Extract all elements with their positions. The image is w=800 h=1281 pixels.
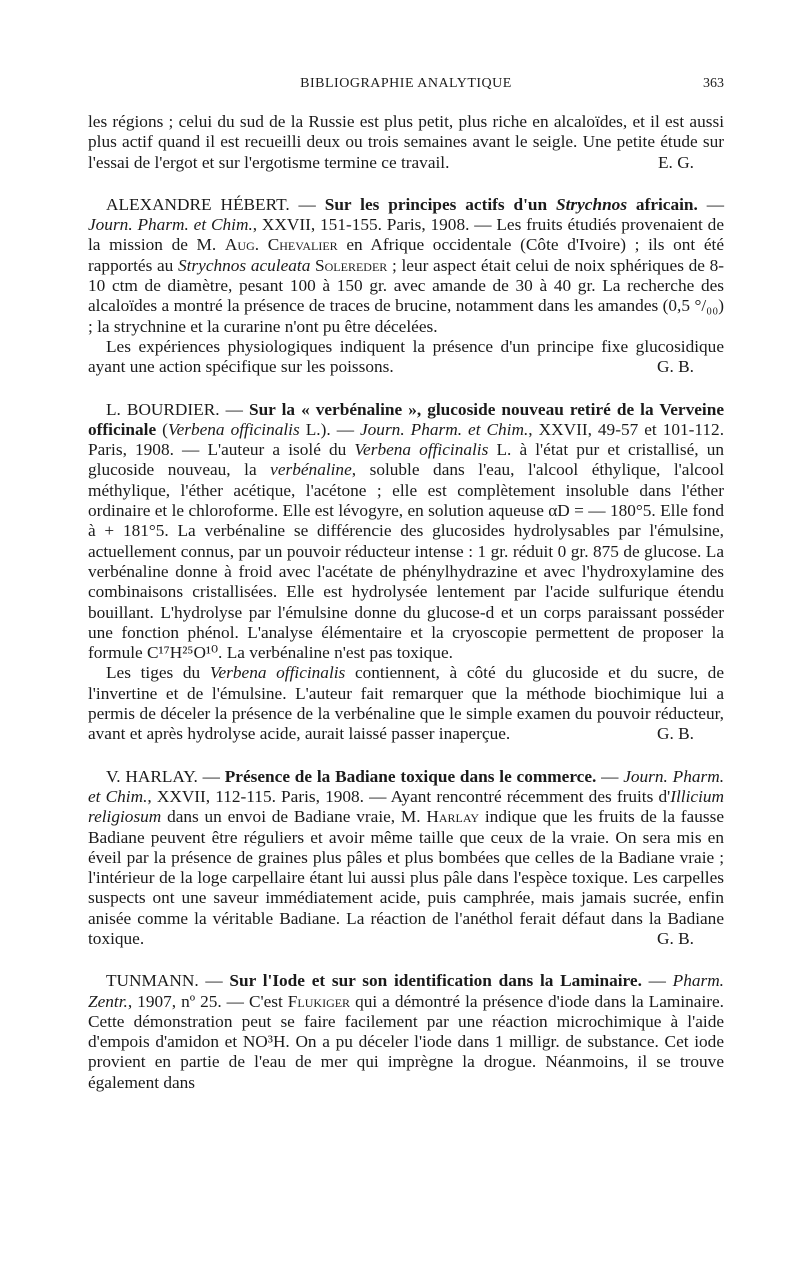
entry-author: ALEXANDRE HÉBERT. [106,194,290,214]
paragraph-hebert-physiology: Les expériences physiologiques indiquent la présence d'un principe fixe glucosidique ayant une action spécifique sur les poissons. G. B. [88,336,724,377]
entry-author: V. HARLAY. [106,766,198,786]
author-initials: G. B. [657,724,694,744]
entry-title: Présence de la Badiane toxique dans le commerce. [224,766,597,786]
entry-title: Sur l'Iode et sur son identification dans la Laminaire. [229,971,642,991]
page-header [88,76,724,98]
author-initials: G. B. [657,928,694,948]
journal-name: Pharm. Zentr. [88,971,725,1011]
author-initials: G. B. [657,357,694,377]
chemical-formula: C¹⁷H²⁵O¹⁰ [147,643,219,663]
entry-hebert: ALEXANDRE HÉBERT. — Sur les principes actifs d'un Strychnos africain. — Journ. Pharm. et Chim., XXVII, 151-155. Paris, 1908. — Les fruits étudiés provenaient de la mission de M. Aug. Chevalier en Afrique occidentale (Côte d'Ivoire) ; ils ont été rapportés au Strychnos aculeata Solereder ; leur aspect était celui de noix sphériques de 8-10 ctm de diamètre, pesant 100 à 150 gr. avec amande de 30 à 40 gr. La recherche des alcaloïdes a montré la présence de traces de brucine, notamment dans les amandes (0,5 °/₀₀) ; la strychnine et la curarine n'ont pu être décelées. [88,194,725,336]
journal-name: Journ. Pharm. et Chim. [88,766,725,806]
entry-tunmann: TUNMANN. — Sur l'Iode et sur son identification dans la Laminaire. — Pharm. Zentr., 1907, nº 25. — C'est Flukiger qui a démontré la présence d'iode dans la Laminaire. Cette démonstration peut se faire facilement par une réaction microchimique à l'aide d'empois d'amidon et NO³H. On a pu déceler l'iode dans 1 milligr. de substance. Cet iode provient en partie de l'eau de mer qui imprègne la drogue. Néanmoins, il se trouve également dans [88,971,725,1092]
entry-author: L. BOURDIER. [106,399,220,419]
entry-harlay: V. HARLAY. — Présence de la Badiane toxique dans le commerce. — Journ. Pharm. et Chim., XXVII, 112-115. Paris, 1908. — Ayant rencontré récemment des fruits d'Illicium religiosum dans un envoi de Badiane vraie, M. Harlay indique que les fruits de la fausse Badiane peuvent être réguliers et avoir même taille que ceux de la vraie. On sera mis en éveil par la présence de graines plus pâles et plus bombées que celles de la Badiane vraie ; l'intérieur de la loge carpellaire étant lui aussi plus pâle dans l'espèce toxique. Les carpelles suspects ont une saveur immédiatement acide, puis camphrée, mais jamais sucrée, enfin anisée comme la véritable Badiane. La réaction de l'anéthol ferait défaut dans la Badiane toxique. G. B. [88,766,725,948]
entry-title: Sur la « verbénaline », glucoside nouveau retiré de la Verveine officinale [88,399,724,439]
paragraph-ergot-end: les régions ; celui du sud de la Russie est plus petit, plus riche en alcaloïdes, et il est aussi plus actif quand il est recueilli deux ou trois semaines avant le seigle. Une petite étude sur l'essai de l'ergot et sur l'ergotisme termine ce travail. E. G. [88,112,724,172]
page-number: 363 [703,76,724,91]
journal-name: Journ. Pharm. et Chim. [88,215,253,235]
page [88,76,724,1093]
body-text [88,112,724,1093]
entry-title: Sur les principes actifs d'un Strychnos africain. [324,194,698,214]
entry-author: TUNMANN. [106,971,199,991]
entry-bourdier: L. BOURDIER. — Sur la « verbénaline », glucoside nouveau retiré de la Verveine officinale (Verbena officinalis L.). — Journ. Pharm. et Chim., XXVII, 49-57 et 101-112. Paris, 1908. — L'auteur a isolé du Verbena officinalis L. à l'état pur et cristallisé, un glucoside nouveau, la verbénaline, soluble dans l'eau, l'alcool éthylique, l'alcool méthylique, l'éther acétique, l'acétone ; elle est complètement insoluble dans l'éther ordinaire et le chloroforme. Elle est lévogyre, en solution aqueuse αD = — 180°5. Elle fond à + 181°5. La verbénaline se différencie des glucosides hydrolysables par l'émulsine, actuellement connus, par un pouvoir réducteur intense : 1 gr. réduit 0 gr. 875 de glucose. La verbénaline donne à froid avec l'acétate de phénylhydrazine et avec l'hydroxylamine des combinaisons cristallisées. Elle est hydrolysée lentement par l'acide sulfurique étendu bouillant. L'hydrolyse par l'émulsine donne du glucose-d et un corps paraissant posséder une fonction phénol. L'analyse élémentaire et la cryoscopie permettent de proposer la formule C¹⁷H²⁵O¹⁰. La verbénaline n'est pas toxique. [88,399,725,663]
paragraph-verbena-stems: Les tiges du Verbena officinalis contiennent, à côté du glucoside et du sucre, de l'invertine et de l'émulsine. L'auteur fait remarquer que la méthode biochimique lui a permis de déceler la présence de la verbénaline que le simple examen du pouvoir réducteur, avant et après hydrolyse acide, aurait laissé passer inaperçue. G. B. [88,663,724,744]
running-title: BIBLIOGRAPHIE ANALYTIQUE [300,76,512,91]
journal-name: Journ. Pharm. et Chim. [360,419,529,439]
author-initials: E. G. [658,152,694,172]
